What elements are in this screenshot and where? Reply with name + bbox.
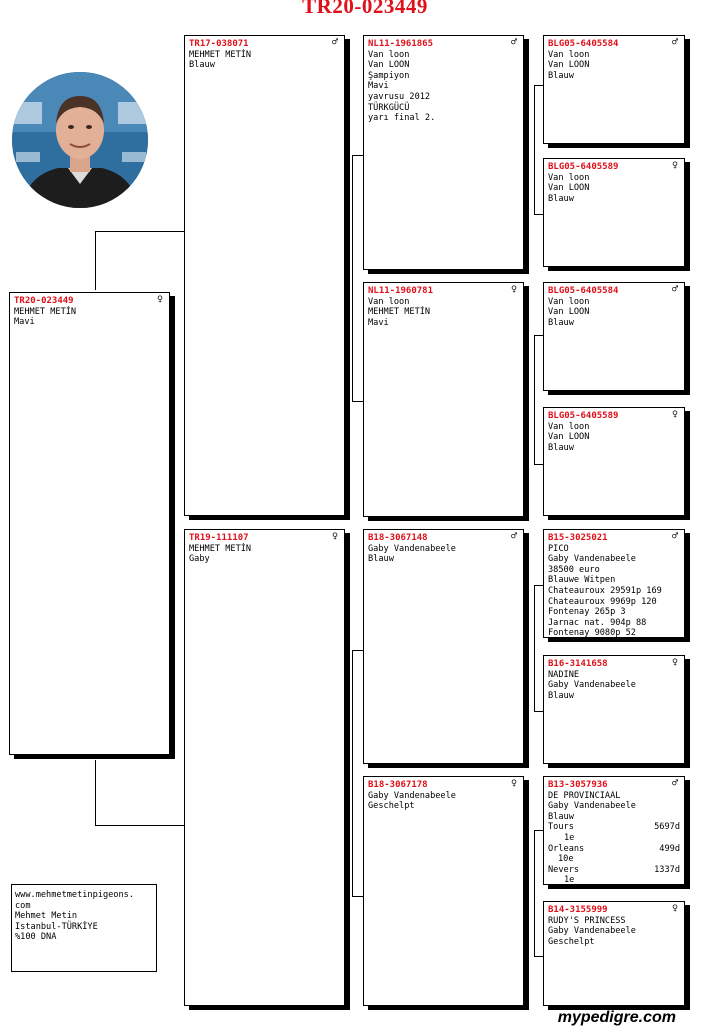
male-icon: ♂ xyxy=(671,37,678,48)
detail-line: Van LOON xyxy=(548,183,590,194)
female-icon: ♀ xyxy=(671,657,678,668)
detail-line: Van loon xyxy=(548,421,590,432)
female-icon: ♀ xyxy=(510,284,517,295)
detail-line: 38500 euro xyxy=(548,564,600,575)
detail-line: Gaby Vandenabeele xyxy=(368,543,456,554)
sire-dam-sire-card[interactable] xyxy=(543,282,685,391)
pedigree-title: TR20-023449 xyxy=(302,0,428,18)
sire-dam-card[interactable] xyxy=(363,282,524,517)
race-count: 1337d xyxy=(654,864,680,875)
female-icon: ♀ xyxy=(331,531,338,542)
detail-line: yavrusu 2012 xyxy=(368,91,431,102)
connector xyxy=(534,585,543,712)
ring-number: NL11-1960781 xyxy=(368,286,434,296)
detail-line: Van loon xyxy=(368,49,410,60)
dam-sire-dam-card[interactable] xyxy=(543,655,685,764)
sire-dam-dam-card[interactable] xyxy=(543,407,685,516)
detail-line: NADINE xyxy=(548,669,580,680)
detail-line: Şampiyon xyxy=(368,70,410,81)
ring-number: BLG05-6405584 xyxy=(548,286,619,296)
detail-line: Van loon xyxy=(548,49,590,60)
male-icon: ♂ xyxy=(671,778,678,789)
owner-name: Mehmet Metin xyxy=(15,911,78,922)
dam-sire-sire-card[interactable] xyxy=(543,529,685,638)
male-icon: ♂ xyxy=(671,531,678,542)
detail-line: Blauw xyxy=(548,70,574,81)
connector xyxy=(352,650,363,897)
detail-line: yarı final 2. xyxy=(368,113,436,124)
subject-card[interactable] xyxy=(9,292,170,755)
website-line[interactable]: www.mehmetmetinpigeons. xyxy=(15,890,134,900)
connector xyxy=(534,85,543,215)
detail-line: Gaby Vandenabeele xyxy=(548,801,636,812)
dam-dam-sire-card[interactable] xyxy=(543,776,685,885)
detail-line: Blauwe Witpen xyxy=(548,575,616,586)
detail-line: Fontenay 9080p 52 xyxy=(548,628,636,638)
connector xyxy=(352,155,363,402)
ring-number: B16-3141658 xyxy=(548,659,608,669)
sire-sire-sire-card[interactable] xyxy=(543,35,685,144)
detail-line: Blauw xyxy=(548,193,574,204)
male-icon: ♂ xyxy=(671,284,678,295)
owner-location: Istanbul-TÜRKİYE xyxy=(15,921,98,932)
ring-number: B18-3067148 xyxy=(368,533,428,543)
female-icon: ♀ xyxy=(510,778,517,789)
dam-sire-card[interactable] xyxy=(363,529,524,764)
detail-line: RUDY'S PRINCESS xyxy=(548,915,626,926)
detail-line: Van LOON xyxy=(548,307,590,318)
detail-line: Gaby Vandenabeele xyxy=(548,554,636,565)
detail-line: PICO xyxy=(548,543,569,554)
ring-number: TR17-038071 xyxy=(189,39,249,49)
detail-line: Mavi xyxy=(368,317,389,328)
detail-line: Fontenay 265p 3 xyxy=(548,607,626,618)
detail-line: Van LOON xyxy=(368,60,410,71)
race-place: 1e xyxy=(564,832,575,843)
race-result xyxy=(548,822,680,833)
owner-photo xyxy=(12,72,148,208)
detail-line: Blauw xyxy=(189,60,215,71)
race-result xyxy=(548,865,680,876)
detail-line: Van loon xyxy=(548,296,590,307)
connector xyxy=(95,760,184,826)
detail-line: Blauw xyxy=(548,690,574,701)
detail-line: Van loon xyxy=(368,296,410,307)
detail-line: Geschelpt xyxy=(368,801,415,812)
detail-line: MEHMET METİN xyxy=(189,49,252,60)
connector xyxy=(95,231,184,290)
ring-number: B13-3057936 xyxy=(548,780,608,790)
race-count: 499d xyxy=(659,843,680,854)
female-icon: ♀ xyxy=(671,903,678,914)
detail-line: Van LOON xyxy=(548,60,590,71)
ring-number: BLG05-6405589 xyxy=(548,162,619,172)
ring-number: B14-3155999 xyxy=(548,905,608,915)
detail-line: DE PROVINCIAAL xyxy=(548,790,621,801)
website-line[interactable]: com xyxy=(15,900,31,911)
detail-line: TÜRKGÜCÜ xyxy=(368,102,410,113)
male-icon: ♂ xyxy=(510,531,517,542)
detail-line: Mavi xyxy=(14,317,35,328)
ring-number: B15-3025021 xyxy=(548,533,608,543)
female-icon: ♀ xyxy=(671,409,678,420)
detail-line: Gaby Vandenabeele xyxy=(548,926,636,937)
race-name: Tours xyxy=(548,822,574,833)
ring-number: BLG05-6405589 xyxy=(548,411,619,421)
female-icon: ♀ xyxy=(156,294,163,305)
detail-line: Blauw xyxy=(368,554,394,565)
detail-line: Gaby Vandenabeele xyxy=(368,790,456,801)
footer-brand[interactable]: mypedigre.com xyxy=(557,1009,676,1026)
male-icon: ♂ xyxy=(510,37,517,48)
connector xyxy=(534,335,543,465)
detail-line: Gaby Vandenabeele xyxy=(548,680,636,691)
detail-line: Van loon xyxy=(548,172,590,183)
connector xyxy=(534,830,543,957)
ring-number: B18-3067178 xyxy=(368,780,428,790)
detail-line: Blauw xyxy=(548,442,574,453)
race-place: 1e xyxy=(564,875,575,885)
detail-line: MEHMET METİN xyxy=(189,543,252,554)
sire-card[interactable] xyxy=(184,35,345,516)
female-icon: ♀ xyxy=(671,160,678,171)
dna-note: %100 DNA xyxy=(15,932,57,943)
ring-number: TR19-111107 xyxy=(189,533,249,543)
detail-line: Jarnac nat. 904p 88 xyxy=(548,617,647,628)
detail-line: Van LOON xyxy=(548,432,590,443)
detail-line: Blauw xyxy=(548,811,574,822)
race-place: 10e xyxy=(558,854,574,865)
detail-line: Blauw xyxy=(548,317,574,328)
detail-line: Chateauroux 29591p 169 xyxy=(548,585,662,596)
detail-line: Gaby xyxy=(189,554,210,565)
detail-line: MEHMET METİN xyxy=(14,306,77,317)
sire-sire-dam-card[interactable] xyxy=(543,158,685,267)
race-result xyxy=(548,844,680,855)
detail-line: Geschelpt xyxy=(548,936,595,947)
detail-line: Mavi xyxy=(368,81,389,92)
ring-number: BLG05-6405584 xyxy=(548,39,619,49)
male-icon: ♂ xyxy=(331,37,338,48)
race-count: 5697d xyxy=(654,822,680,833)
dam-dam-card[interactable] xyxy=(363,776,524,1006)
sire-sire-card[interactable] xyxy=(363,35,524,270)
dam-dam-dam-card[interactable] xyxy=(543,901,685,1006)
ring-number: TR20-023449 xyxy=(14,296,74,306)
detail-line: MEHMET METİN xyxy=(368,307,431,318)
ring-number: NL11-1961865 xyxy=(368,39,434,49)
owner-info-box xyxy=(11,884,157,972)
race-name: Orleans xyxy=(548,843,585,854)
race-name: Nevers xyxy=(548,864,580,875)
detail-line: Chateauroux 9969p 120 xyxy=(548,596,657,607)
dam-card[interactable] xyxy=(184,529,345,1006)
